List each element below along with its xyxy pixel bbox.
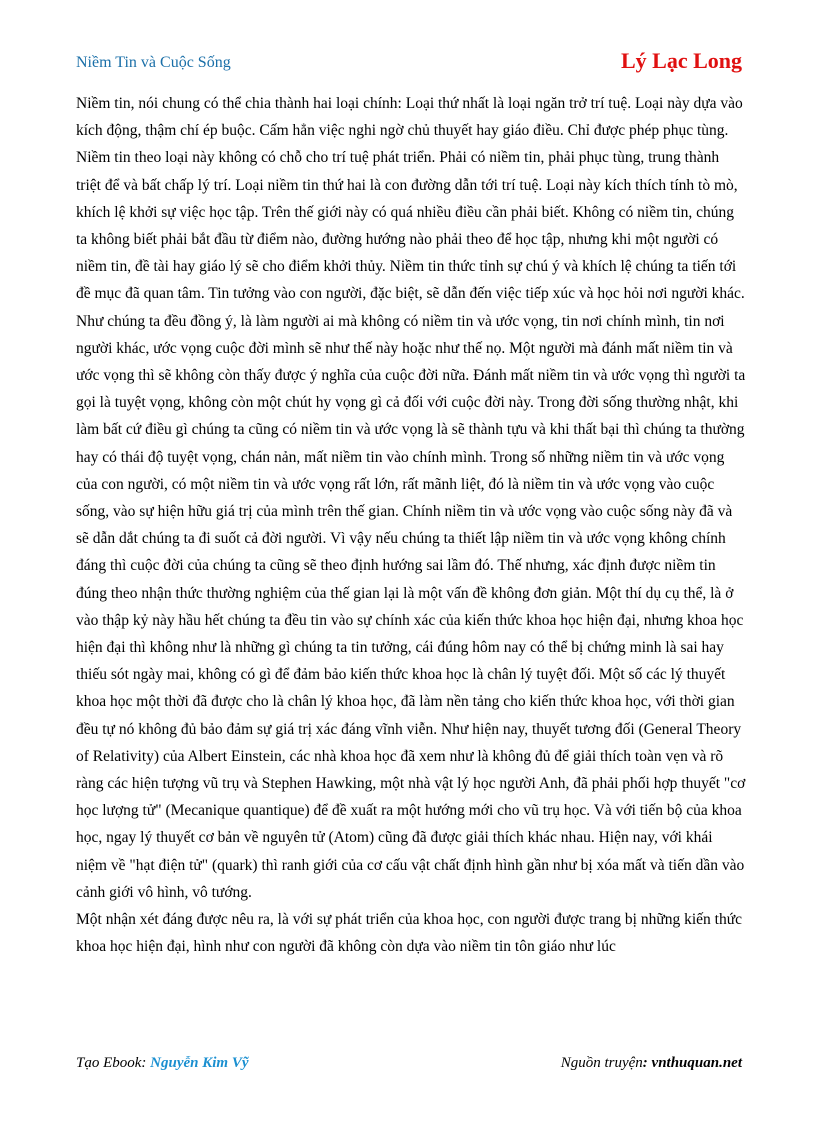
source-separator: :: [642, 1055, 652, 1071]
source-url: vnthuquan.net: [651, 1055, 742, 1071]
page-header: [76, 48, 742, 78]
source-label: Nguồn truyện: [560, 1055, 643, 1071]
creator-name: Nguyễn Kim Vỹ: [150, 1055, 249, 1071]
paragraph: Một nhận xét đáng được nêu ra, là với sự phát triển của khoa học, con người được trang bị những kiến thức khoa học hiện đại, hình như con người đã không còn dựa vào niềm tin tôn giáo như lúc: [76, 911, 743, 956]
source-credit: [561, 1055, 742, 1072]
paragraph: Như chúng ta đều đồng ý, là làm người ai mà không có niềm tin và ước vọng, tin nơi chính mình, tin nơi người khác, ước vọng cuộc đời mình sẽ như thế này hoặc như thế nọ. Một người mà đánh mất niềm tin và ước vọng thì sẽ không còn thấy được ý nghĩa của cuộc đời nữa. Đánh mất niềm tin và ước vọng thì người ta gọi là tuyệt vọng, không còn một chút hy vọng gì cả đối với cuộc đời này. Trong đời sống thường nhật, khi làm bất cứ điều gì chúng ta cũng có niềm tin và ước vọng là sẽ thành tựu và khi thất bại thì chúng ta thường hay có thái độ tuyệt vọng, chán nản, mất niềm tin vào chính mình. Trong số những niềm tin và ước vọng của con người, có một niềm tin và ước vọng rất lớn, rất mãnh liệt, đó là niềm tin và ước vọng vào cuộc sống, vào sự hiện hữu giá trị của mình trên thế gian. Chính niềm tin và ước vọng vào cuộc sống này đã và sẽ dẫn dắt chúng ta đi suốt cả đời người. Vì vậy nếu chúng ta thiết lập niềm tin và ước vọng không chính đáng thì cuộc đời của chúng ta cũng sẽ theo định hướng sai lầm đó. Thế nhưng, xác định được niềm tin đúng theo nhận thức thường nghiệm của thế gian lại là một vấn đề không đơn giản. Một thí dụ cụ thể, là ở vào thập kỷ này hầu hết chúng ta đều tin vào sự chính xác của kiến thức khoa học hiện đại, nhưng khoa học hiện đại thì không như là những gì chúng ta tin tưởng, cái đúng hôm nay có thể bị chứng minh là sai hay thiếu sót ngày mai, không có gì để đảm bảo kiến thức khoa học là chân lý tuyệt đối. Một số các lý thuyết khoa học một thời đã được cho là chân lý khoa học, đã làm nền tảng cho kiến thức khoa học, với thời gian đều tự nó không đủ bảo đảm sự giá trị xác đáng vĩnh viễn. Như hiện nay, thuyết tương đối (General Theory of Relativity) của Albert Einstein, các nhà khoa học đã xem như là không đủ để giải thích toàn vẹn và rõ ràng các hiện tượng vũ trụ và Stephen Hawking, một nhà vật lý học người Anh, đã phải phối hợp thuyết "cơ học lượng tử" (Mecanique quantique) để đề xuất ra một hướng mới cho vũ trụ học. Và với tiến bộ của khoa học, ngay lý thuyết cơ bản về nguyên tử (Atom) cũng đã được giải thích khác nhau. Hiện nay, với khái niệm về "hạt điện tử" (quark) thì ranh giới của cơ cấu vật chất định hình gần như bị xóa mất và tiến dần vào cảnh giới vô hình, vô tướng.: [76, 312, 746, 901]
ebook-creator: [76, 1055, 249, 1072]
creator-label: Tạo Ebook: [76, 1055, 142, 1071]
paragraph: Niềm tin, nói chung có thể chia thành hai loại chính: Loại thứ nhất là loại ngăn trở trí tuệ. Loại này dựa vào kích động, thậm chí ép buộc. Cấm hẳn việc nghi ngờ chủ thuyết hay giáo điều. Chỉ được phép phục tùng. Niềm tin theo loại này không có chỗ cho trí tuệ phát triển. Phải có niềm tin, phải phục tùng, trung thành triệt để và bất chấp lý trí. Loại niềm tin thứ hai là con đường dẫn tới trí tuệ. Loại này kích thích tính tò mò, khích lệ khởi sự việc học tập. Trên thế giới này có quá nhiều điều cần phải biết. Không có niềm tin, chúng ta không biết phải bắt đầu từ điểm nào, đường hướng nào phải theo để học tập, nhưng khi một người có niềm tin, đề tài hay giáo lý sẽ cho điểm khởi thủy. Niềm tin thức tỉnh sự chú ý và khích lệ chúng ta tiến tới đề mục đã quan tâm. Tin tưởng vào con người, đặc biệt, sẽ dẫn đến việc tiếp xúc và học hỏi nơi người khác.: [76, 95, 745, 303]
document-body: [76, 90, 746, 961]
page-footer: [76, 1055, 742, 1077]
book-title: Niềm Tin và Cuộc Sống: [76, 54, 231, 71]
creator-separator: :: [141, 1055, 151, 1071]
author-name: Lý Lạc Long: [620, 48, 742, 73]
